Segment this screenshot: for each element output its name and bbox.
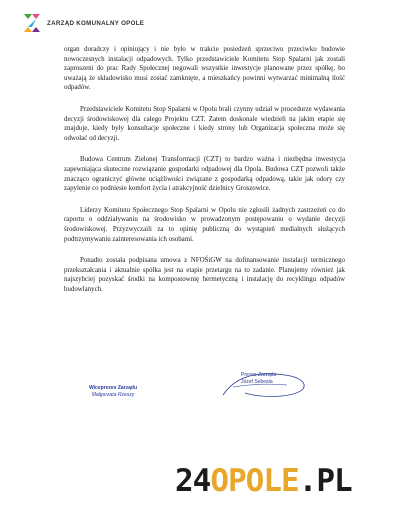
paragraph: Liderzy Komitetu Społecznego Stop Spalarni w Opolu nie zgłosili żadnych zastrzeżeń co do raportu o oddziaływaniu na środowisko w prowadzonym postępowaniu o wydanie decyzji środowiskowej. Przyzwyczaili za to opinię publiczną do wystąpień medialnych służących podtrzymywaniu zainteresowania ich osobami.	[64, 206, 345, 243]
letter-body	[64, 45, 345, 306]
letterhead	[22, 12, 144, 34]
watermark-part: .PL	[298, 463, 352, 499]
signature-title: Wiceprezes Zarządu	[88, 385, 138, 391]
signature-name: Małgorzata Rzeszy	[91, 392, 135, 398]
signature-name: Józef Sebesta	[241, 378, 273, 385]
signature-president	[241, 372, 276, 385]
paragraph: organ doradczy i opiniujący i nie było w trakcie posiedzeń sprzeciwu przeciwko budowie nowoczesnych instalacji odpadowych. Tylko przedstawiciele Komitetu Stop Spalarni jak zostali zaproszeni do prac Rady Społecznej negowali wszystkie inwestycje planowane przez spółkę, bo uważają że składowisko musi zostać zamknięte, a mieszkańcy powinni wytwarzać minimalną ilość odpadów.	[64, 46, 345, 92]
paragraph: Przedstawiciele Komitetu Stop Spalarni w Opolu brali czynny udział w procedurze wydawania decyzji środowiskowej dla całego Projektu CZT. Zatem doskonale wiedzieli na jakim etapie się znajduje, kiedy były konsultacje społeczne i kiedy strony lub Organizacja społeczna może się odwołać od decyzji.	[64, 105, 345, 142]
zko-logo-icon	[22, 12, 42, 34]
signature-vice-president	[68, 385, 158, 399]
watermark-part: OPOLE	[210, 463, 299, 499]
signature-title: Prezes Zarządu	[241, 372, 277, 378]
24opole-watermark	[175, 462, 403, 500]
organization-name: ZARZĄD KOMUNALNY OPOLE	[47, 19, 145, 27]
watermark-part: 24	[175, 463, 211, 499]
paragraph: Ponadto została podpisana umowa z NFOŚiGW na dofinansowanie instalacji termicznego przekształcania i aktualnie spółka jest na etapie przetargu na to zadanie. Planujemy również jak najszybciej pozyskać środki na kompostownię hermetyczną i instalację do recyklingu odpadów budowlanych.	[64, 257, 345, 293]
paragraph: Budowa Centrum Zielonej Transformacji (CZT) to bardzo ważna i niezbędna inwestycja zapewniająca skuteczne rozwiązanie gospodarki odpadowej dla Opola. Budowa CZT pozwoli także znacząco ograniczyć główne uciążliwości związane z gospodarką odpadową, takie jak odory czy zapylenie co podniesie komfort życia i atrakcyjność dzielnicy Groszowice.	[64, 156, 345, 193]
